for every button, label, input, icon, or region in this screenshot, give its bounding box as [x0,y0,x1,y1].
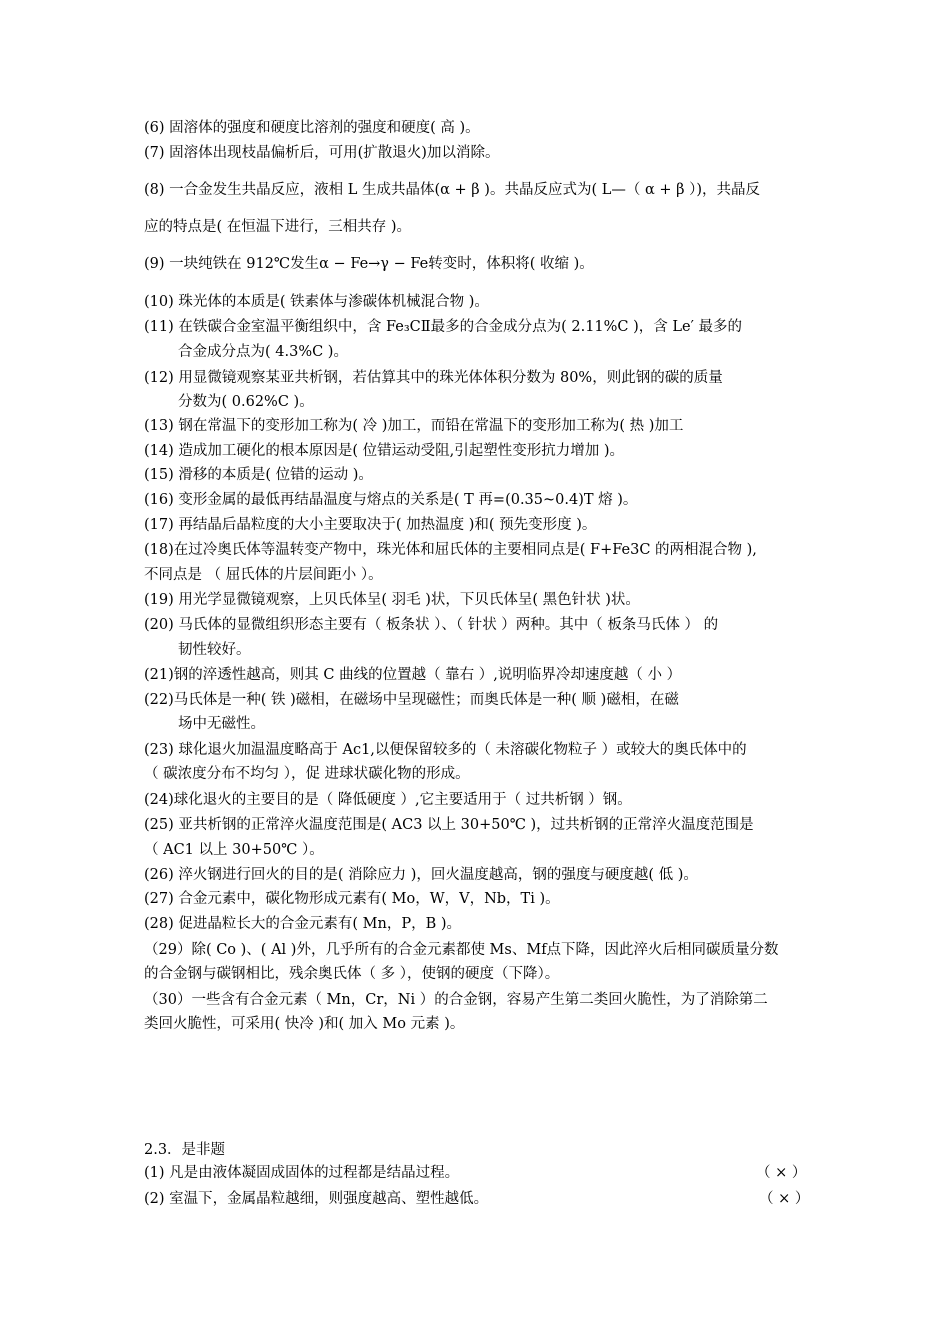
text-line: (21)钢的淬透性越高，则其 C 曲线的位置越（ 靠右 ）,说明临界冷却速度越（ 小 ） [144,667,682,683]
text-line: 韧性较好。 [178,642,251,658]
judgment-item-text: (2) 室温下，金属晶粒越细，则强度越高、塑性越低。 [144,1191,489,1207]
text-line: （30）一些含有合金元素（ Mn，Cr，Ni ）的合金钢，容易产生第二类回火脆性，为了消除第二 [144,992,768,1008]
text-line: (16) 变形金属的最低再结晶温度与熔点的关系是( T 再=(0.35~0.4)T 熔 )。 [144,492,638,508]
text-line: 应的特点是( 在恒温下进行，三相共存 )。 [144,219,412,235]
text-line: （29）除( Co )、( Al )外，几乎所有的合金元素都使 Ms、Mf点下降，因此淬火后相同碳质量分数 [144,942,779,958]
text-line: (28) 促进晶粒长大的合金元素有( Mn，P，B )。 [144,916,462,932]
judgment-item-text: (1) 凡是由液体凝固成固体的过程都是结晶过程。 [144,1165,460,1181]
judgment-item-mark: （ × ） [759,1191,810,1207]
text-line: (23) 球化退火加温温度略高于 Ac1,以便保留较多的（ 未溶碳化物粒子 ）或较大的奥氏体中的 [144,742,747,758]
text-line: （ 碳浓度分布不均匀 ），促 进球状碳化物的形成。 [144,766,470,782]
text-line: (7) 固溶体出现枝晶偏析后，可用(扩散退火)加以消除。 [144,145,500,161]
section-title: 2.3．是非题 [144,1142,226,1158]
text-line: 类回火脆性，可采用( 快冷 )和( 加入 Mo 元素 )。 [144,1016,465,1032]
text-line: （ AC1 以上 30+50℃ ）。 [144,842,324,858]
text-line: (25) 亚共析钢的正常淬火温度范围是( AC3 以上 30+50℃ )，过共析钢的正常淬火温度范围是 [144,817,754,833]
text-line: (14) 造成加工硬化的根本原因是( 位错运动受阻,引起塑性变形抗力增加 )。 [144,443,625,459]
text-line: (15) 滑移的本质是( 位错的运动 )。 [144,467,373,483]
text-line: (26) 淬火钢进行回火的目的是( 消除应力 )，回火温度越高，钢的强度与硬度越( 低 )。 [144,867,698,883]
text-line: 合金成分点为( 4.3%C )。 [178,344,348,360]
text-line: (9) 一块纯铁在 912℃发生α − Fe→γ − Fe转变时，体积将( 收缩 )。 [144,256,594,272]
text-line: (13) 钢在常温下的变形加工称为( 冷 )加工，而铅在常温下的变形加工称为( 热 )加工 [144,418,684,434]
text-line: (6) 固溶体的强度和硬度比溶剂的强度和硬度( 高 )。 [144,120,480,136]
text-line: (24)球化退火的主要目的是（ 降低硬度 ）,它主要适用于（ 过共析钢 ）钢。 [144,792,632,808]
text-line: 的合金钢与碳钢相比，残余奥氏体（ 多 ），使钢的硬度（下降）。 [144,966,560,982]
text-line: (11) 在铁碳合金室温平衡组织中，含 Fe₃CⅡ最多的合金成分点为( 2.11%C )，含 Le′ 最多的 [144,319,743,335]
judgment-item-mark: （ × ） [756,1165,807,1181]
text-line: (17) 再结晶后晶粒度的大小主要取决于( 加热温度 )和( 预先变形度 )。 [144,517,597,533]
text-line: 分数为( 0.62%C )。 [178,394,314,410]
text-line: 场中无磁性。 [178,716,265,732]
text-line: (12) 用显微镜观察某亚共析钢，若估算其中的珠光体体积分数为 80%，则此钢的碳的质量 [144,370,723,386]
text-line: (27) 合金元素中，碳化物形成元素有( Mo，W，V，Nb，Ti )。 [144,891,560,907]
text-line: (19) 用光学显微镜观察，上贝氏体呈( 羽毛 )状，下贝氏体呈( 黑色针状 )状。 [144,592,640,608]
text-line: (10) 珠光体的本质是( 铁素体与渗碳体机械混合物 )。 [144,294,489,310]
text-line: (20) 马氏体的显微组织形态主要有（ 板条状 ）、（ 针状 ）两种。其中（ 板条马氏体 ） 的 [144,617,719,633]
text-line: (8) 一合金发生共晶反应，液相 L 生成共晶体(α + β )。共晶反应式为( L—（ α + β ）)，共晶反 [144,182,761,198]
text-line: (22)马氏体是一种( 铁 )磁相，在磁场中呈现磁性；而奥氏体是一种( 顺 )磁相，在磁 [144,692,679,708]
text-line: (18)在过冷奥氏体等温转变产物中，珠光体和屈氏体的主要相同点是( F+Fe3C 的两相混合物 ), [144,542,757,558]
text-line: 不同点是 （ 屈氏体的片层间距小 ）。 [144,567,383,583]
